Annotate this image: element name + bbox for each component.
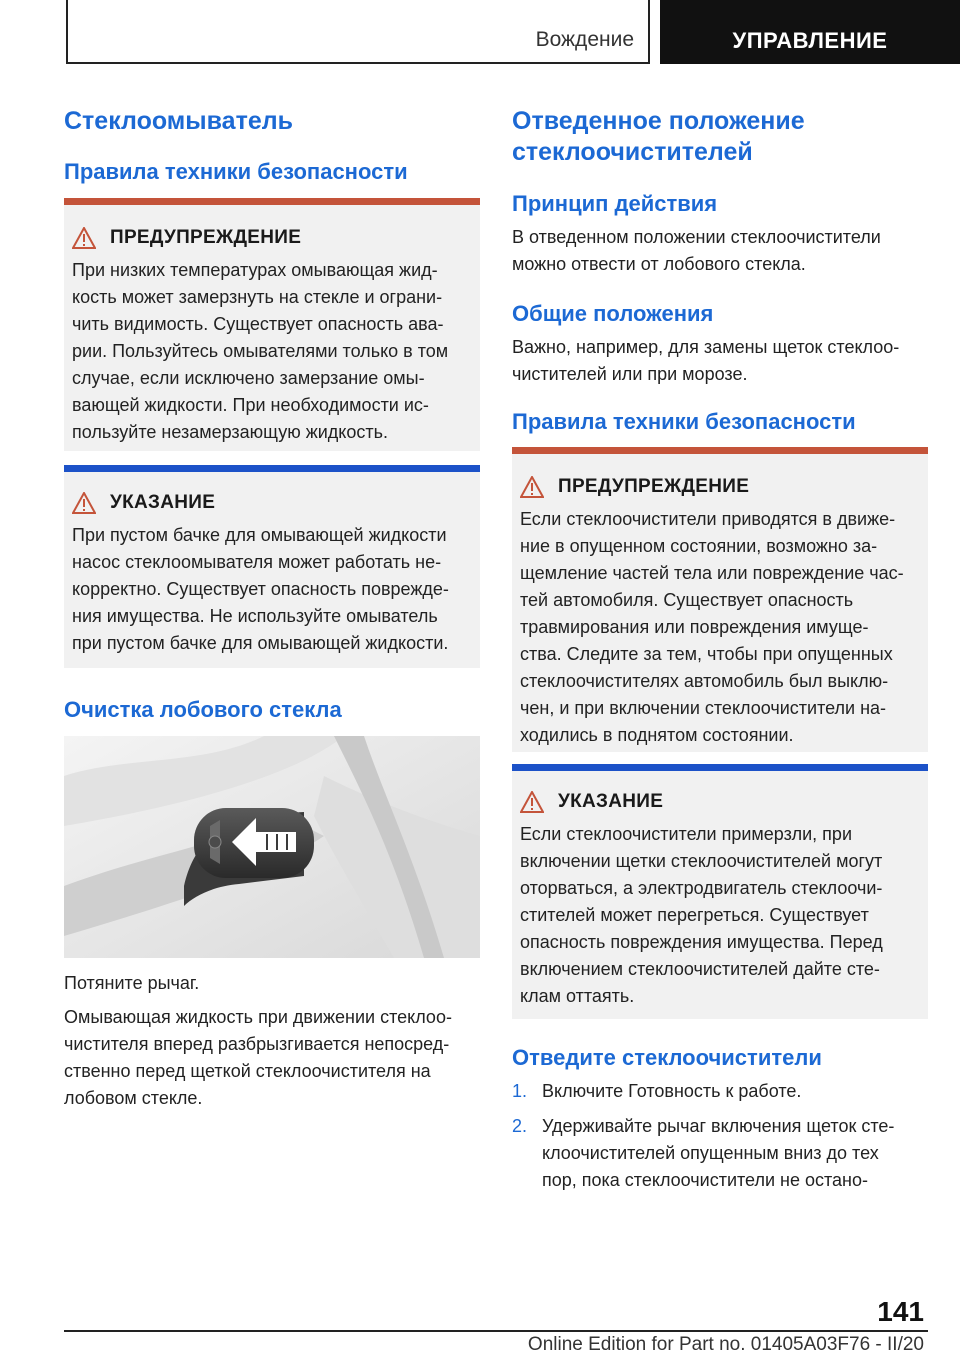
warning-bar-right [512, 447, 928, 454]
notice-text-left [72, 522, 470, 657]
warning-triangle-icon [520, 476, 544, 498]
text-line: стителей может перегреться. Существует [520, 905, 869, 925]
footer-divider [64, 1330, 928, 1332]
header-section-tab [66, 0, 650, 64]
cleaning-body [64, 1004, 484, 1112]
cleaning-heading: Очистка лобового стекла [64, 697, 342, 722]
notice-bar-right [512, 764, 928, 771]
principle-body [512, 224, 932, 278]
text-line: Если стеклоочистители приводятся в движе- [520, 509, 896, 529]
photo-caption: Потяните рычаг. [64, 973, 200, 993]
page-number: 141 [877, 1296, 924, 1327]
text-line: пользуйте незамерзающую жидкость. [72, 422, 389, 442]
text-line: Важно, например, для замены щеток стеклоо- [512, 337, 900, 357]
step-number: 1. [512, 1081, 528, 1101]
text-line: клам оттаять. [520, 986, 635, 1006]
notice-text-right [520, 821, 918, 1010]
text-line: чистителей или при морозе. [512, 364, 748, 384]
general-body [512, 334, 932, 388]
header-chapter-label: УПРАВЛЕНИЕ [732, 28, 888, 53]
warning-label-left: ПРЕДУПРЕЖДЕНИЕ [110, 227, 302, 248]
text-line: кость может замерзнуть на стекле и ограни- [72, 287, 443, 307]
page-title-service-position [512, 106, 805, 168]
text-line: включении щетки стеклоочистителей могут [520, 851, 883, 871]
warning-text-left [72, 257, 470, 446]
general-heading: Общие положения [512, 301, 714, 326]
warning-text-right [520, 506, 918, 749]
text-line: ственно перед щеткой стеклоочистителя на [64, 1061, 431, 1081]
text-line: клоочистителей опущенным вниз до тех [542, 1143, 879, 1163]
step-number: 2. [512, 1116, 528, 1136]
text-line: лобовом стекле. [64, 1088, 203, 1108]
title-line: стеклоочистителей [512, 138, 753, 166]
warning-box-right [512, 454, 928, 752]
edition-footer: Online Edition for Part no. 01405A03F76 - II/20 [527, 1334, 924, 1355]
principle-heading: Принцип действия [512, 191, 718, 216]
warning-triangle-icon [520, 791, 544, 813]
steps-list [512, 1078, 928, 1202]
text-line: включением стеклоочистителей дайте сте- [520, 959, 880, 979]
text-line: вающей жидкости. При необходимости ис- [72, 395, 429, 415]
text-line: щемление частей тела или повреждение час- [520, 563, 904, 583]
text-line: Включите Готовность к работе. [542, 1081, 802, 1101]
notice-label-right: УКАЗАНИЕ [558, 791, 664, 812]
warning-label-right: ПРЕДУПРЕЖДЕНИЕ [558, 476, 750, 497]
text-line: тей автомобиля. Существует опасность [520, 590, 854, 610]
text-line: насос стеклоомывателя может работать не- [72, 552, 442, 572]
text-line: ние в опущенном состоянии, возможно за- [520, 536, 878, 556]
list-item [512, 1113, 928, 1194]
wiper-lever-photo [64, 736, 480, 958]
warning-triangle-icon [72, 492, 96, 514]
text-line: рии. Пользуйтесь омывателями только в том [72, 341, 449, 361]
text-line: опасность повреждения имущества. Перед [520, 932, 883, 952]
text-line: чить видимость. Существует опасность ава- [72, 314, 444, 334]
lever-illustration [64, 736, 480, 958]
title-line: Отведенное положение [512, 107, 805, 135]
text-line: Если стеклоочистители примерзли, при [520, 824, 852, 844]
steps-heading: Отведите стеклоочистители [512, 1045, 822, 1070]
text-line: корректно. Существует опасность поврежде- [72, 579, 449, 599]
text-line: при пустом бачке для омывающей жидкости. [72, 633, 449, 653]
notice-bar-left [64, 465, 480, 472]
text-line: оторваться, а электродвигатель стеклоочи- [520, 878, 883, 898]
text-line: ства. Следите за тем, чтобы при опущенных [520, 644, 893, 664]
text-line: При пустом бачке для омывающей жидкости [72, 525, 447, 545]
text-line: ходились в поднятом состоянии. [520, 725, 794, 745]
text-line: ния имущества. Не используйте омыватель [72, 606, 438, 626]
header-section-label: Вождение [535, 28, 634, 51]
text-line: В отведенном положении стеклоочистители [512, 227, 881, 247]
text-line: При низких температурах омывающая жид- [72, 260, 438, 280]
text-line: стеклоочистителях автомобиль был выклю- [520, 671, 889, 691]
notice-label-left: УКАЗАНИЕ [110, 492, 216, 513]
text-line: чен, и при включении стеклоочистители на- [520, 698, 887, 718]
text-line: случае, если исключено замерзание омы- [72, 368, 425, 388]
safety-heading-right: Правила техники безопасности [512, 409, 856, 434]
notice-box-right [512, 771, 928, 1019]
text-line: Удерживайте рычаг включения щеток сте- [542, 1116, 895, 1136]
page-title-washer: Стеклоомыватель [64, 107, 293, 135]
text-line: можно отвести от лобового стекла. [512, 254, 806, 274]
list-item [512, 1078, 928, 1105]
warning-triangle-icon [72, 227, 96, 249]
text-line: травмирования или повреждения имуще- [520, 617, 869, 637]
safety-heading-left: Правила техники безопасности [64, 159, 408, 184]
header-chapter-tab [660, 0, 960, 64]
text-line: Омывающая жидкость при движении стеклоо- [64, 1007, 452, 1027]
warning-box-left [64, 205, 480, 451]
text-line: пор, пока стеклоочистители не остано- [542, 1170, 868, 1190]
notice-box-left [64, 472, 480, 668]
warning-bar-left [64, 198, 480, 205]
text-line: чистителя вперед разбрызгивается непосред- [64, 1034, 450, 1054]
